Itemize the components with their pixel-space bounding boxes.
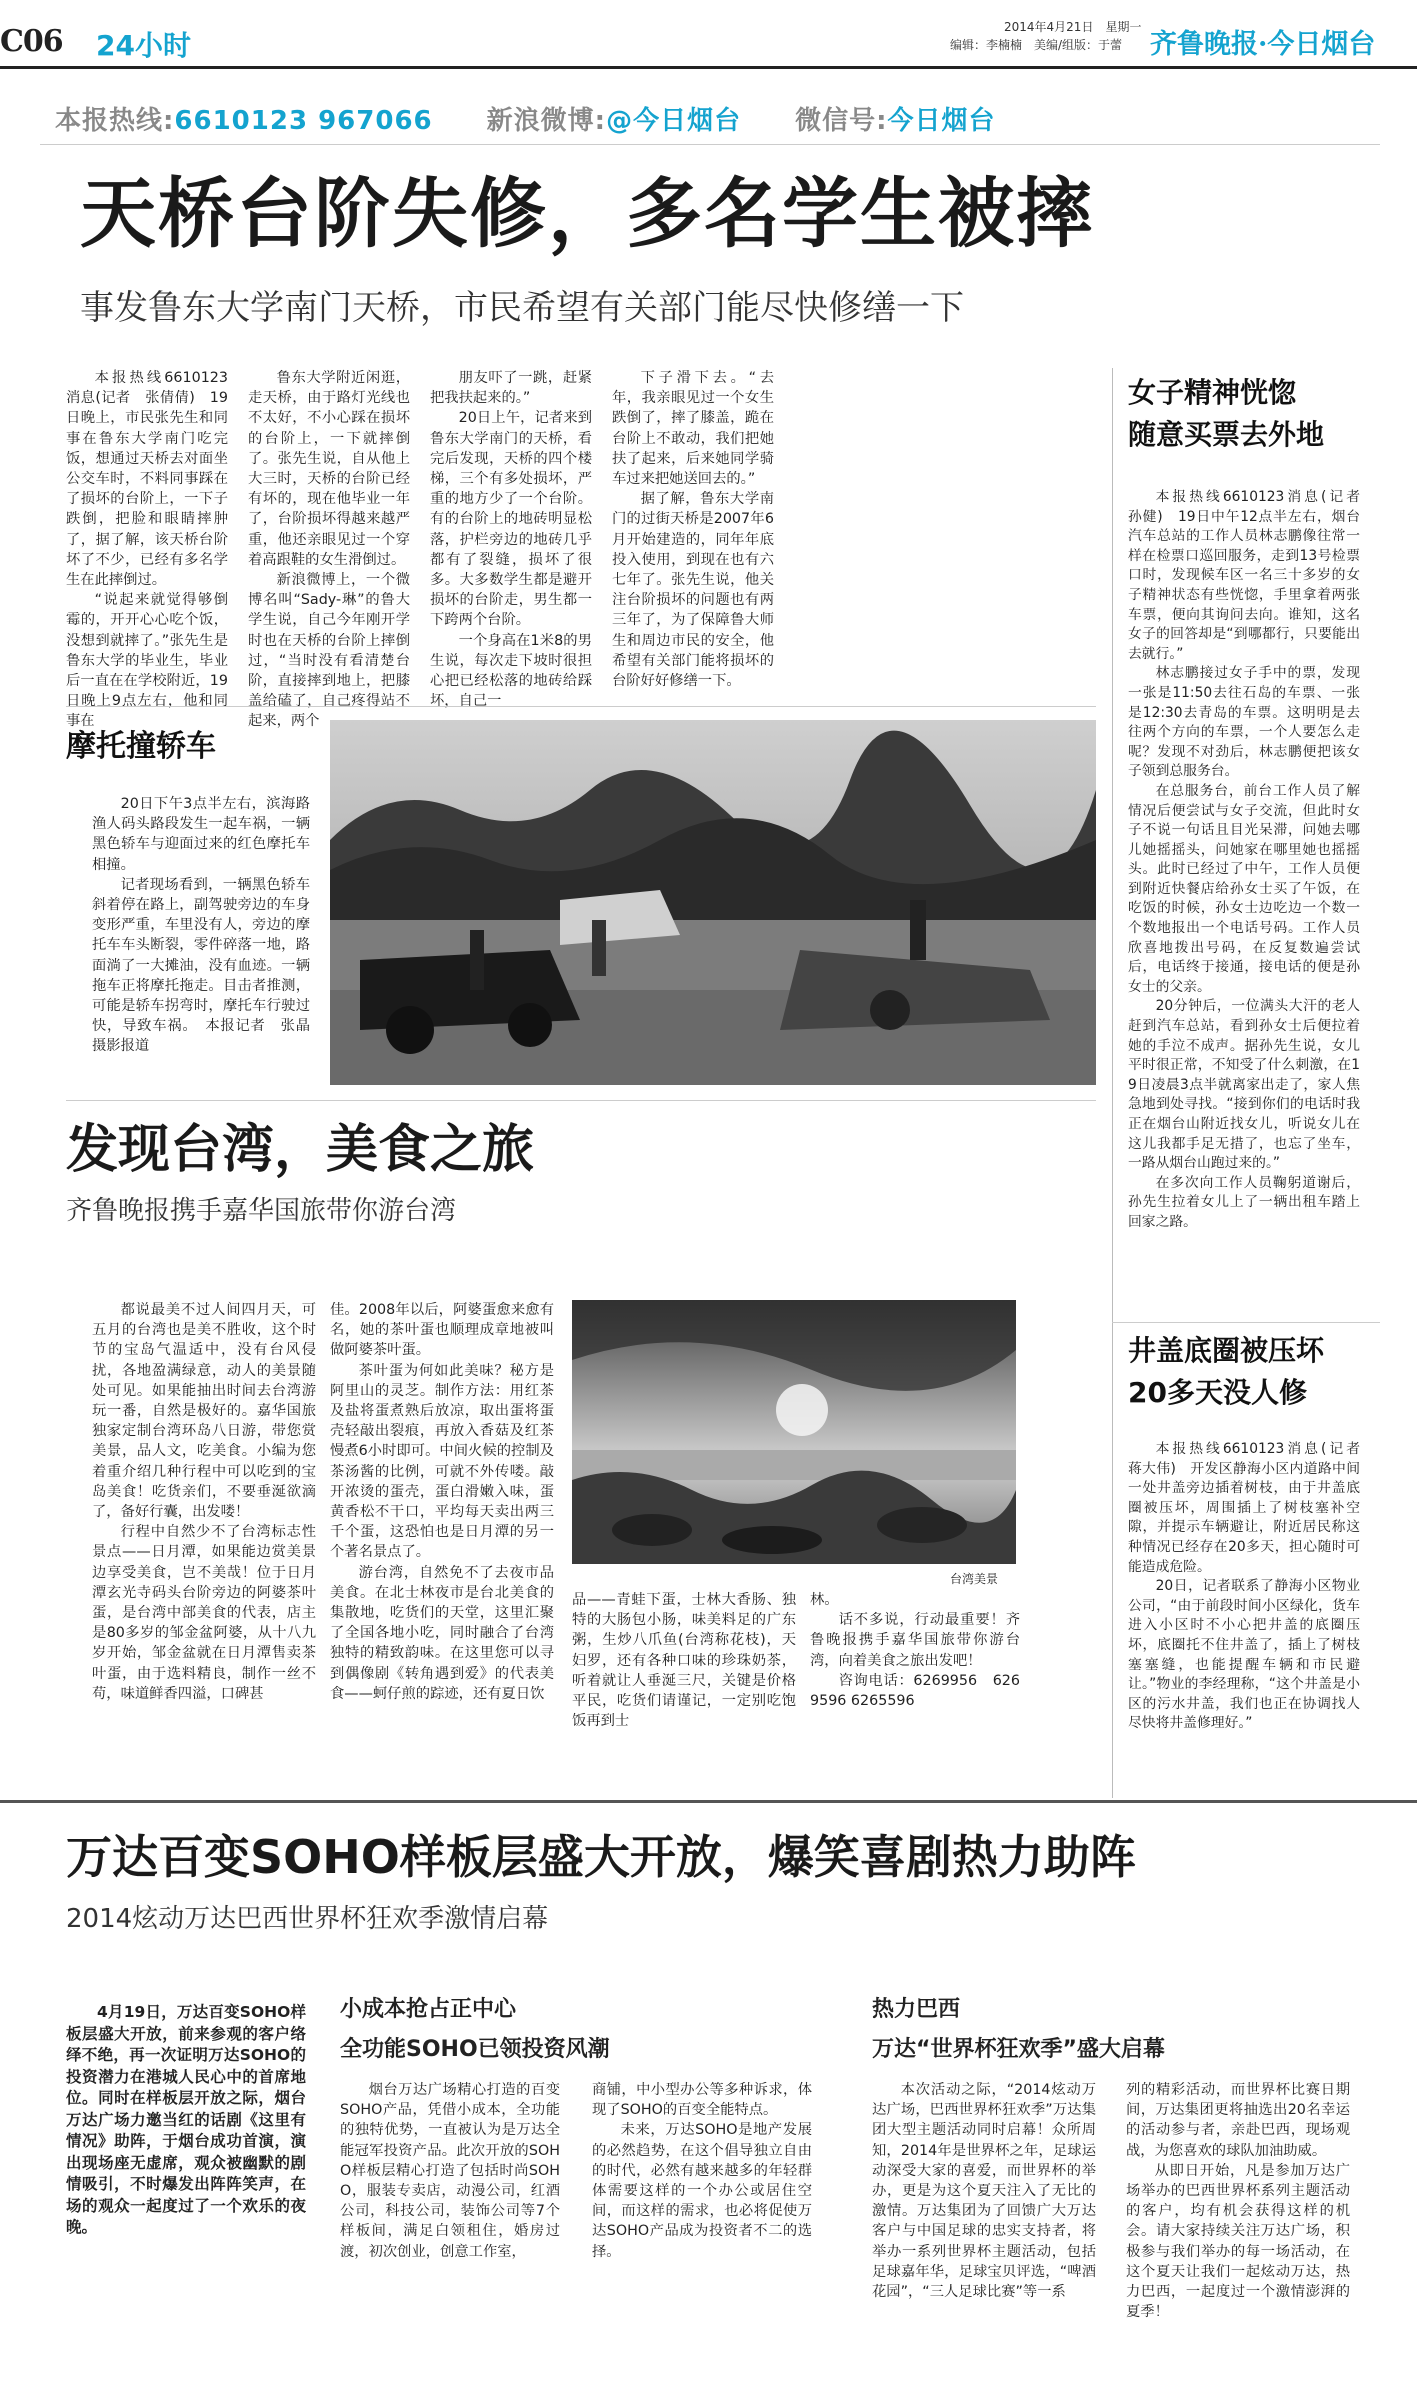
hotline-rule (40, 144, 1380, 145)
weibo-label: 新浪微博: (486, 106, 607, 136)
editor-credits: 编辑：李楠楠 美编/组版：于蕾 (950, 38, 1123, 52)
article-bridge-col1: 本报热线6610123消息(记者 张倩倩) 19日晚上，市民张先生和同事在鲁东大学南门吃完饭，想通过天桥去对面坐公交车时，不料同事踩在了损坏的台阶上，一下子跌倒，把脸和眼睛摔肿了，据了解，该天桥台阶坏了不少，已经有多名学生在此摔倒过。 “说起来就觉得够倒霉的，开开心心吃个饭，没想到就摔了。”张先生是鲁东大学的毕业生，毕业后一直在在学校附近，19日晚上9点左右，他和同事在 (66, 370, 228, 730)
newspaper-brand: 齐鲁晚报·今日烟台 (1150, 29, 1376, 60)
article-taiwan-col3: 品——青蛙下蛋，士林大香肠、独特的大肠包小肠，味美料足的广东粥，生炒八爪鱼(台湾称花枝)，天妇罗，还有各种口味的珍珠奶茶，听着就让人垂涎三尺，关键是价格平民，吃货们请谨记，一定别吃饱饭再到士 (572, 1592, 796, 1730)
photo-taiwan (572, 1300, 1016, 1564)
header-rule (0, 66, 1417, 69)
section-rule-2 (66, 1100, 1096, 1101)
ad-top-rule (0, 1800, 1417, 1803)
subhead-taiwan: 齐鲁晚报携手嘉华国旅带你游台湾 (66, 1196, 457, 1226)
article-taiwan-col4: 林。 话不多说，行动最重要！齐鲁晚报携手嘉华国旅带你游台湾，向着美食之旅出发吧！ 咨询电话：6269956 6269596 6265596 (810, 1590, 1020, 1760)
headline-taiwan: 发现台湾，美食之旅 (66, 1120, 535, 1180)
hotline-value: 6610123 967066 (174, 106, 433, 136)
headline-manhole: 井盖底圈被压坏 20多天没人修 (1128, 1334, 1325, 1409)
article-bridge-col3: 朋友吓了一跳，赶紧把我扶起来的。” 20日上午，记者来到鲁东大学南门的天桥，看完后发现，天桥的四个楼梯，三个有多处损坏，严重的地方少了一个台阶。有的台阶上的地砖明显松落，护栏旁边的地砖几乎都有了裂缝，损坏了很多。大多数学生都是避开损坏的台阶走，男生都一下跨两个台阶。 一个身高在1米8的男生说，每次走下坡时很担心把已经松落的地砖给踩坏，自己一 (430, 370, 592, 710)
article-brazil-col1: 本次活动之际，“2014炫动万达广场，巴西世界杯狂欢季”万达集团大型主题活动同时启幕！众所周知，2014年是世界杯之年，足球运动深受大家的喜爱，而世界杯的举办，更是为这个夏天注入了无比的激情。万达集团为了回馈广大万达客户与中国足球的忠实支持者，将举办一系列世界杯主题活动，包括足球嘉年华，足球宝贝评选，“啤酒花园”，“三人足球比赛”等一系 (872, 2082, 1096, 2301)
column-divider (1112, 368, 1113, 1798)
article-soho-col2: 商铺，中小型办公等多种诉求，体现了SOHO的百变全能特点。 未来，万达SOHO是地产发展的必然趋势，在这个倡导独立自由的时代，必然有越来越多的年轻群体需要这样的一个办公或居住空间，而这样的需求，也必将促使万达SOHO产品成为投资者不二的选择。 (592, 2082, 812, 2260)
article-taiwan-col2: 佳。2008年以后，阿婆蛋愈来愈有名，她的茶叶蛋也顺理成章地被叫做阿婆茶叶蛋。 茶叶蛋为何如此美味？秘方是阿里山的灵芝。制作方法：用红茶及盐将蛋煮熟后放凉，取出蛋将蛋壳轻敲出裂痕，再放入香菇及红茶慢煮6小时即可。中间火候的控制及茶汤酱的比例，可就不外传喽。敲开浓烫的蛋壳，蛋白滑嫩入味，蛋黄香松不干口，平均每天卖出两三千个蛋，这恐怕也是日月潭的另一个著名景点了。 游台湾，自然免不了去夜市品美食。在北士林夜市是台北美食的集散地，吃货们的天堂，这里汇聚了全国各地小吃，同时融合了台湾独特的精致韵味。在这里您可以寻到偶像剧《转角遇到爱》的代表美食——蚵仔煎的踪迹，还有夏日饮 (330, 1302, 554, 1702)
issue-date: 2014年4月21日 星期一 (1004, 20, 1142, 34)
wechat-value: 今日烟台 (887, 106, 996, 136)
article-soho-col1: 烟台万达广场精心打造的百变SOHO产品，凭借小成本，全功能的独特优势，一直被认为是万达全能冠军投资产品。此次开放的SOHO样板层精心打造了包括时尚SOHO，服装专卖店，动漫公司，红酒公司，科技公司，装饰公司等7个样板间，满足白领租住，婚房过渡，初次创业，创意工作室， (340, 2082, 560, 2260)
article-bridge-col4: 下子滑下去。“去年，我亲眼见过一个女生跌倒了，摔了膝盖，跪在台阶上不敢动，我们把她扶了起来，后来她同学骑车过来把她送回去的。” 据了解，鲁东大学南门的过街天桥是2007年6月开始建造的，同年年底投入使用，到现在也有六七年了。张先生说，他关注台阶损坏的问题也有两三年了，为了保障鲁大师生和周边市民的安全，他希望有关部门能将损坏的台阶好好修缮一下。 (612, 370, 774, 690)
article-brazil-col2: 列的精彩活动，而世界杯比赛日期间，万达集团更将抽选出20名幸运的活动参与者，亲赴巴西，现场观战，为您喜欢的球队加油助威。 从即日开始，凡是参加万达广场举办的巴西世界杯系列主题活动的客户，均有机会获得这样的机会。请大家持续关注万达广场，积极参与我们举办的每一场活动，在这个夏天让我们一起炫动万达，热力巴西，一起度过一个激情澎湃的夏季！ (1126, 2082, 1350, 2321)
subhead-wanda: 2014炫动万达巴西世界杯狂欢季激情启幕 (66, 1904, 549, 1934)
article-taiwan-col1: 都说最美不过人间四月天，可五月的台湾也是美不胜收，这个时节的宝岛气温适中，没有台风侵扰，各地盈满绿意，动人的美景随处可见。如果能抽出时间去台湾游玩一番，自然是极好的。嘉华国旅独家定制台湾环岛八日游，带您赏美景，品人文，吃美食。小编为您着重介绍几种行程中可以吃到的宝岛美食！吃货亲们，不要垂涎欲滴了，备好行囊，出发喽！ 行程中自然少不了台湾标志性景点——日月潭，如果能边赏美景边享受美食，岂不美哉！位于日月潭玄光寺码头台阶旁边的阿婆茶叶蛋，是台湾中部美食的代表，店主是80多岁的邹金盆阿婆，从十八九岁开始，邹金盆就在日月潭售卖茶叶蛋，由于选料精良，制作一丝不苟，味道鲜香四溢，口碑甚 (92, 1302, 316, 1702)
article-woman: 本报热线6610123消息(记者 孙健) 19日中午12点半左右，烟台汽车总站的工作人员林志鹏像往常一样在检票口巡回服务，走到13号检票口时，发现候车区一名三十多岁的女子精神状态有些恍惚，手里拿着两张车票，便向其询问去向。谁知，这名女子的回答却是“到哪都行，只要能出去就行。” 林志鹏接过女子手中的票，发现一张是11:50去往石岛的车票、一张是12:30去青岛的车票。这明明是去往两个方向的车票，一个人要怎么走呢？发现不对劲后，林志鹏便把该女子领到总服务台。 在总服务台，前台工作人员了解情况后便尝试与女子交流，但此时女子不说一句话且目光呆滞，问她去哪儿她摇摇头，问她家在哪里她也摇摇头。此时已经过了中午，工作人员便到附近快餐店给孙女士买了午饭，在吃饭的时候，孙女士边吃边一个数一个数地报出一个电话号码。工作人员欣喜地拨出号码，在反复数遍尝试后，电话终于接通，接电话的便是孙女士的父亲。 20分钟后，一位满头大汗的老人赶到汽车总站，看到孙女士后便拉着她的手泣不成声。据孙先生说，女儿平时很正常，不知受了什么刺激，在19日凌晨3点半就离家出走了，家人焦急地到处寻找。“接到你们的电话时我正在烟台山附近找女儿，听说女儿在这儿我都手足无措了，也忘了坐车，一路从烟台山跑过来的。” 在多次向工作人员鞠躬道谢后，孙先生拉着女儿上了一辆出租车踏上回家之路。 (1128, 489, 1374, 1230)
article-manhole: 本报热线6610123消息(记者 蒋大伟) 开发区静海小区内道路中间一处井盖旁边插着树枝，由于井盖底圈被压坏，周围插上了树枝塞补空隙，并提示车辆避让，附近居民称这种情况已经存在20多天，担心随时可能造成危险。 20日，记者联系了静海小区物业公司，“由于前段时间小区绿化，货车进入小区时不小心把井盖的底圈压坏，底圈托不住井盖了，插上了树枝塞塞缝，也能提醒车辆和市民避让。”物业的李经理称，“这个井盖是小区的污水井盖，我们也正在协调找人尽快将井盖修理好。” (1128, 1441, 1374, 1732)
headline-bridge: 天桥台阶失修，多名学生被摔 (80, 169, 1094, 258)
section-rule (66, 706, 1096, 707)
article-bridge-col2: 鲁东大学附近闲逛，走天桥，由于路灯光线也不太好，不小心踩在损坏的台阶上，一下就摔倒了。张先生说，自从他上大三时，天桥的台阶已经有坏的，现在他毕业一年了，台阶损坏得越来越严重，他还亲眼见过一个穿着高跟鞋的女生滑倒过。 新浪微博上，一个微博名叫“Sady-琳”的鲁大学生说，自己今年刚开学时也在天桥的台阶上摔倒过，“当时没有看清楚台阶，直接摔到地上，把膝盖给磕了，自己疼得站不起来，两个 (248, 370, 410, 730)
headline-wanda: 万达百变SOHO样板层盛大开放，爆笑喜剧热力助阵 (66, 1830, 1136, 1884)
hotline-label: 本报热线: (55, 106, 175, 136)
photo-accident (330, 720, 1096, 1085)
taiwan-coast-image (572, 1300, 1016, 1564)
section-name: 24小时 (96, 29, 191, 62)
wechat-label: 微信号: (795, 106, 888, 136)
photo-caption-taiwan: 台湾美景 (950, 1572, 999, 1586)
page-number: C06 (0, 24, 63, 59)
article-motorcycle: 20日下午3点半左右，滨海路渔人码头路段发生一起车祸，一辆黑色轿车与迎面过来的红色摩托车相撞。 记者现场看到，一辆黑色轿车斜着停在路上，副驾驶旁边的车身变形严重，车里没有人，旁边的摩托车车头断裂，零件碎落一地，路面淌了一大摊油，没有血迹。一辆拖车正将摩托拖走。目击者推测，可能是轿车拐弯时，摩托车行驶过快，导致车祸。 本报记者 张晶 摄影报道 (92, 796, 325, 1055)
weibo-value: @今日烟台 (606, 106, 742, 136)
hotline-bar (55, 100, 996, 137)
subsection-soho-title: 小成本抢占正中心 全功能SOHO已领投资风潮 (340, 1997, 610, 2062)
contact-phone: 咨询电话：6269956 6269596 6265596 (810, 1672, 1020, 1710)
article-wanda-lead: 4月19日，万达百变SOHO样板层盛大开放，前来参观的客户络绎不绝，再一次证明万达SOHO的投资潜力在港城人民心中的首席地位。同时在样板层开放之际，烟台万达广场力邀当红的话剧《这里有情况》助阵，于烟台成功首演，演出现场座无虚席，观众被幽默的剧情吸引，不时爆发出阵阵笑声，在场的观众一起度过了一个欢乐的夜晚。 (66, 2003, 306, 2236)
subhead-bridge: 事发鲁东大学南门天桥，市民希望有关部门能尽快修缮一下 (80, 288, 964, 328)
section-rule-3 (1112, 1322, 1380, 1323)
headline-motorcycle: 摩托撞轿车 (66, 729, 216, 764)
subsection-brazil-title: 热力巴西 万达“世界杯狂欢季”盛大启幕 (872, 1997, 1165, 2062)
accident-scene-image (330, 720, 1096, 1085)
headline-woman: 女子精神恍惚 随意买票去外地 (1128, 376, 1325, 451)
